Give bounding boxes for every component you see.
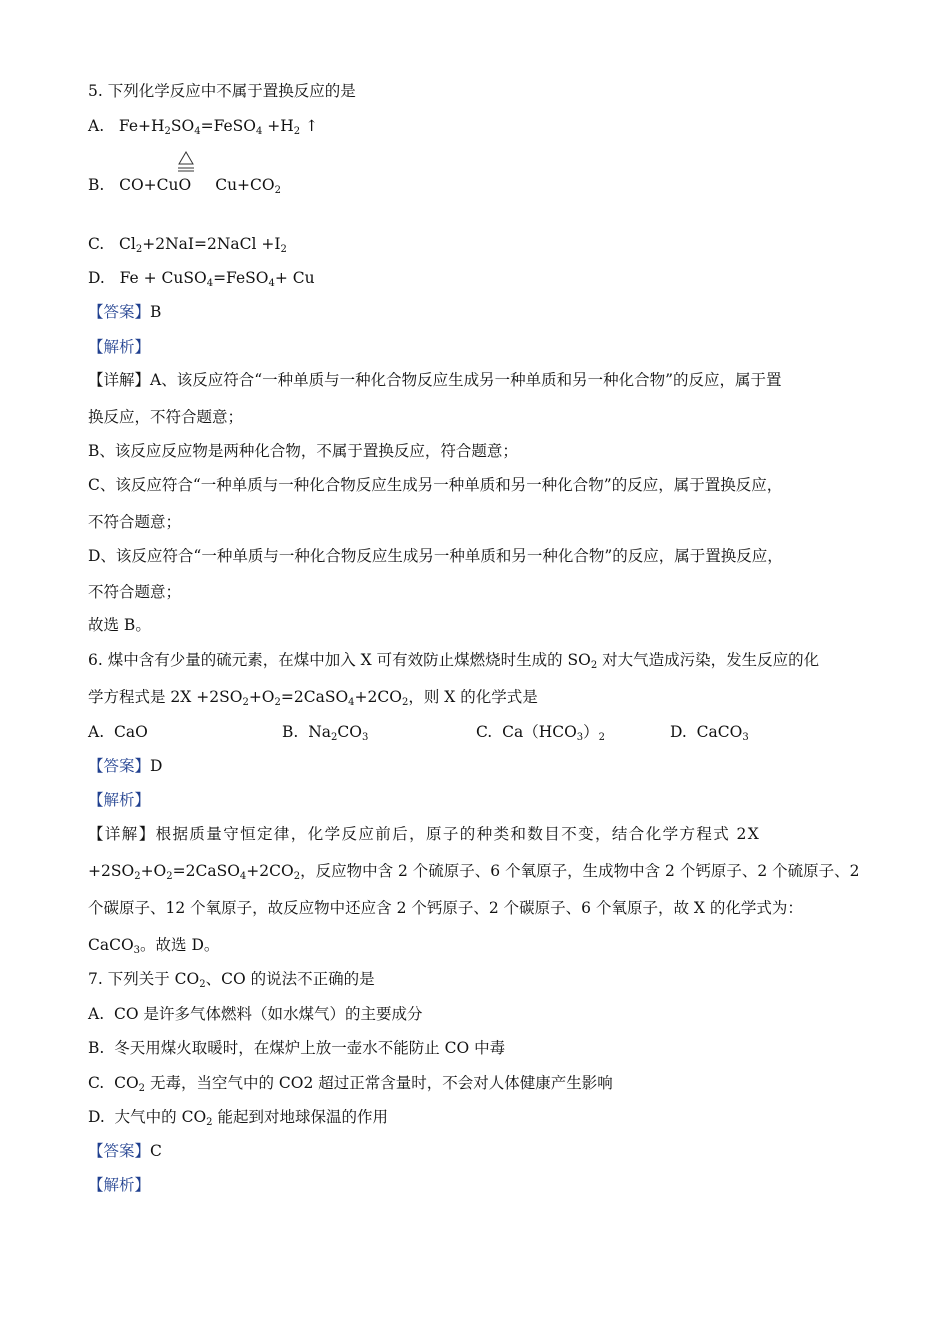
option-letter: A. <box>88 723 105 741</box>
q6-analysis-tag: 【解析】 <box>88 791 151 809</box>
q5-detail-line-3: B、该反应反应物是两种化合物，不属于置换反应，符合题意； <box>88 442 518 460</box>
q5-detail-line-6: D、该反应符合“一种单质与一种化合物反应生成另一种单质和另一种化合物”的反应，属于置换反应， <box>88 547 783 565</box>
option-letter: B. <box>88 176 105 194</box>
q7-stem: 7. 下列关于 $CO_2$、CO 的说法不正确的是 <box>88 970 375 990</box>
option-letter: C. <box>476 723 493 741</box>
answer-tag: 【答案】 <box>88 1142 151 1160</box>
answer-tag: 【答案】 <box>88 757 151 775</box>
q5-detail-line-2: 换反应，不符合题意； <box>88 408 244 426</box>
q5-analysis-tag: 【解析】 <box>88 338 151 356</box>
detail-tag: 【详解】 <box>88 371 151 389</box>
q6-detail-line-4: CaCO$_3$。故选 D。 <box>88 936 220 956</box>
q6-detail-line-1: 【详解】根据质量守恒定律，化学反应前后，原子的种类和数目不变，结合化学方程式 2X <box>88 825 761 843</box>
heating-triangle-icon <box>177 150 195 174</box>
q7-option-d: D. 大气中的 $CO_2$ 能起到对地球保温的作用 <box>88 1108 388 1128</box>
q5-answer <box>88 302 161 322</box>
q6-detail-line-3: 个碳原子、12 个氧原子，故反应物中还应含 2 个钙原子、2 个碳原子、6 个氧原子，故 X 的化学式为： <box>88 899 803 917</box>
q5-detail-line-7: 不符合题意； <box>88 583 182 601</box>
option-letter: C. <box>88 235 105 253</box>
q5-detail-line-1: 【详解】A、该反应符合“一种单质与一种化合物反应生成另一种单质和另一种化合物”的反应，属于置 <box>88 371 782 389</box>
q7-answer <box>88 1141 162 1161</box>
option-letter: D. <box>88 269 105 287</box>
q5-option-b: B. CO+CuO $Cu+CO_2$ <box>88 176 281 196</box>
q7-option-c: C. $CO_2$ 无毒，当空气中的 CO2 超过正常含量时，不会对人体健康产生影响 <box>88 1074 613 1094</box>
q5-stem: 5. 下列化学反应中不属于置换反应的是 <box>88 82 356 100</box>
answer-value: C <box>150 1142 162 1160</box>
q5-option-c: C. $Cl_2+2NaI=2NaCl +I_2$ <box>88 235 287 255</box>
q5-detail-line-5: 不符合题意； <box>88 513 182 531</box>
q6-answer <box>88 756 162 776</box>
option-letter: D. <box>670 723 687 741</box>
answer-tag: 【答案】 <box>88 303 151 321</box>
q7-option-a: A. CO 是许多气体燃料（如水煤气）的主要成分 <box>88 1005 423 1023</box>
q6-option-b: B. $Na_2CO_3$ <box>282 723 369 743</box>
q5-option-d: D. Fe + CuSO$_4$=FeSO$_4$+ Cu <box>88 269 315 289</box>
option-letter: B. <box>88 1039 105 1057</box>
q6-stem-line-1: 6. 煤中含有少量的硫元素，在煤中加入 X 可有效防止煤燃烧时生成的 $SO_2$ 对大气造成污染，发生反应的化 <box>88 651 820 671</box>
answer-value: B <box>150 303 162 321</box>
q6-detail-line-2: $+2SO_2+O_2=2CaSO_4+2CO_2$，反应物中含 2 个硫原子、6 个氧原子，生成物中含 2 个钙原子、2 个硫原子、2 <box>88 862 860 882</box>
q6-stem-line-2: 学方程式是 $2X +2SO_2+O_2=2CaSO_4+2CO_2$，则 X 的化学式是 <box>88 688 538 708</box>
detail-tag: 【详解】 <box>88 825 156 843</box>
option-letter: C. <box>88 1074 105 1092</box>
q5-detail-line-8: 故选 B。 <box>88 616 151 634</box>
option-letter: A. <box>88 117 105 135</box>
q6-option-d: D. CaCO$_3$ <box>670 723 749 743</box>
q7-analysis-tag: 【解析】 <box>88 1176 151 1194</box>
q6-option-a: A. CaO <box>88 723 148 741</box>
option-letter: D. <box>88 1108 105 1126</box>
q6-option-c: C. $Ca(HCO_3)_2$ <box>476 723 606 743</box>
q5-option-a: A. $Fe+H_2SO_4=FeSO_4 +H_2$ ↑ <box>88 117 319 137</box>
option-letter: A. <box>88 1005 105 1023</box>
answer-value: D <box>150 757 163 775</box>
q5-detail-line-4: C、该反应符合“一种单质与一种化合物反应生成另一种单质和另一种化合物”的反应，属于置换反应， <box>88 476 783 494</box>
option-letter: B. <box>282 723 299 741</box>
q7-option-b: B. 冬天用煤火取暖时，在煤炉上放一壶水不能防止 CO 中毒 <box>88 1039 506 1057</box>
